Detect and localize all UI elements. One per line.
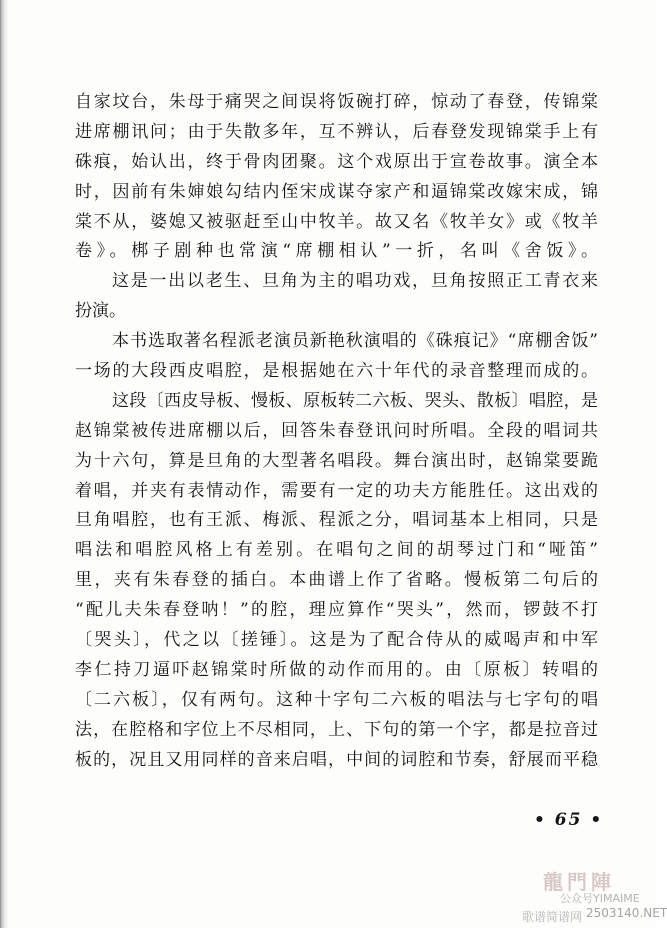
paragraph-2 xyxy=(75,267,598,327)
text-line: 这段〔西皮导板、慢板、原板转二六板、哭头、散板〕唱腔，是 xyxy=(112,390,598,411)
text-line: 法，在腔格和字位上不尽相同，上、下句的第一个字，都是拉音过 xyxy=(75,719,598,740)
text-line: 自家坟台，朱母于痛哭之间误将饭碗打碎，惊动了春登，传锦棠 xyxy=(75,92,598,112)
scan-edge-shadow xyxy=(0,0,9,928)
paragraph-3 xyxy=(75,327,598,387)
watermark-logo: 龍門陣 xyxy=(543,870,615,894)
text-line: 板的，况且又用同样的音来启唱，中间的词腔和节奏，舒展而平稳 xyxy=(75,749,598,770)
text-line: 〔哭头〕，代之以〔搓锤〕。这是为了配合侍从的威喝声和中军 xyxy=(75,630,598,651)
text-line: 赵锦棠被传进席棚以后，回答朱春登讯问时所唱。全段的唱词共 xyxy=(75,420,598,441)
text-line: 里，夹有朱春登的插白。本曲谱上作了省略。慢板第二句后的 xyxy=(75,570,598,591)
text-line: 时，因前有朱婶娘勾结内侄宋成谋夺家产和逼锦棠改嫁宋成，锦 xyxy=(75,181,598,202)
text-line: 旦角唱腔，也有王派、梅派、程派之分，唱词基本上相同，只是 xyxy=(75,510,598,531)
watermark-site-id: 2503140.NET xyxy=(586,906,667,920)
paragraph-4 xyxy=(75,387,598,776)
text-line: “配儿夫朱春登呐！”的腔，理应算作“哭头”，然而，锣鼓不打 xyxy=(75,600,598,621)
body-text xyxy=(75,88,598,775)
text-line: 本书选取著名程派老演员新艳秋演唱的《硃痕记》“席棚舍饭” xyxy=(112,331,598,352)
paragraph-1 xyxy=(75,88,598,267)
text-line: 棠不从，婆媳又被驱赶至山中牧羊。故又名《牧羊女》或《牧羊 xyxy=(75,211,598,232)
text-line: 这是一出以老生、旦角为主的唱功戏，旦角按照正工青衣来 xyxy=(112,271,598,292)
text-line: 李仁持刀逼吓赵锦棠时所做的动作而用的。由〔原板〕转唱的 xyxy=(75,659,598,680)
text-line: 扮演。 xyxy=(75,301,126,322)
text-line: 卷》。梆子剧种也常演“席棚相认”一折，名叫《舍饭》。 xyxy=(75,241,598,262)
page-number: • 65 • xyxy=(534,810,604,830)
text-line: 进席棚讯问；由于失散多年，互不辨认，后春登发现锦棠手上有 xyxy=(75,121,598,142)
text-line: 硃痕，始认出，终于骨肉团聚。这个戏原出于宣卷故事。演全本 xyxy=(75,151,598,172)
text-line: 唱法和唱腔风格上有差别。在唱句之间的胡琴过门和“哑笛” xyxy=(75,540,598,561)
text-line: 一场的大段西皮唱腔，是根据她在六十年代的录音整理而成的。 xyxy=(75,361,598,382)
text-line: 着唱，并夹有表情动作，需要有一定的功夫方能胜任。这出戏的 xyxy=(75,480,598,501)
watermark-account: 公众号YIMAIME xyxy=(560,892,640,905)
text-line: 为十六句，算是旦角的大型著名唱段。舞台演出时，赵锦棠要跪 xyxy=(75,450,598,471)
text-line: 〔二六板〕，仅有两句。这种十字句二六板的唱法与七字句的唱 xyxy=(75,689,598,710)
watermark-site: 歌谱简谱网 xyxy=(522,910,583,924)
